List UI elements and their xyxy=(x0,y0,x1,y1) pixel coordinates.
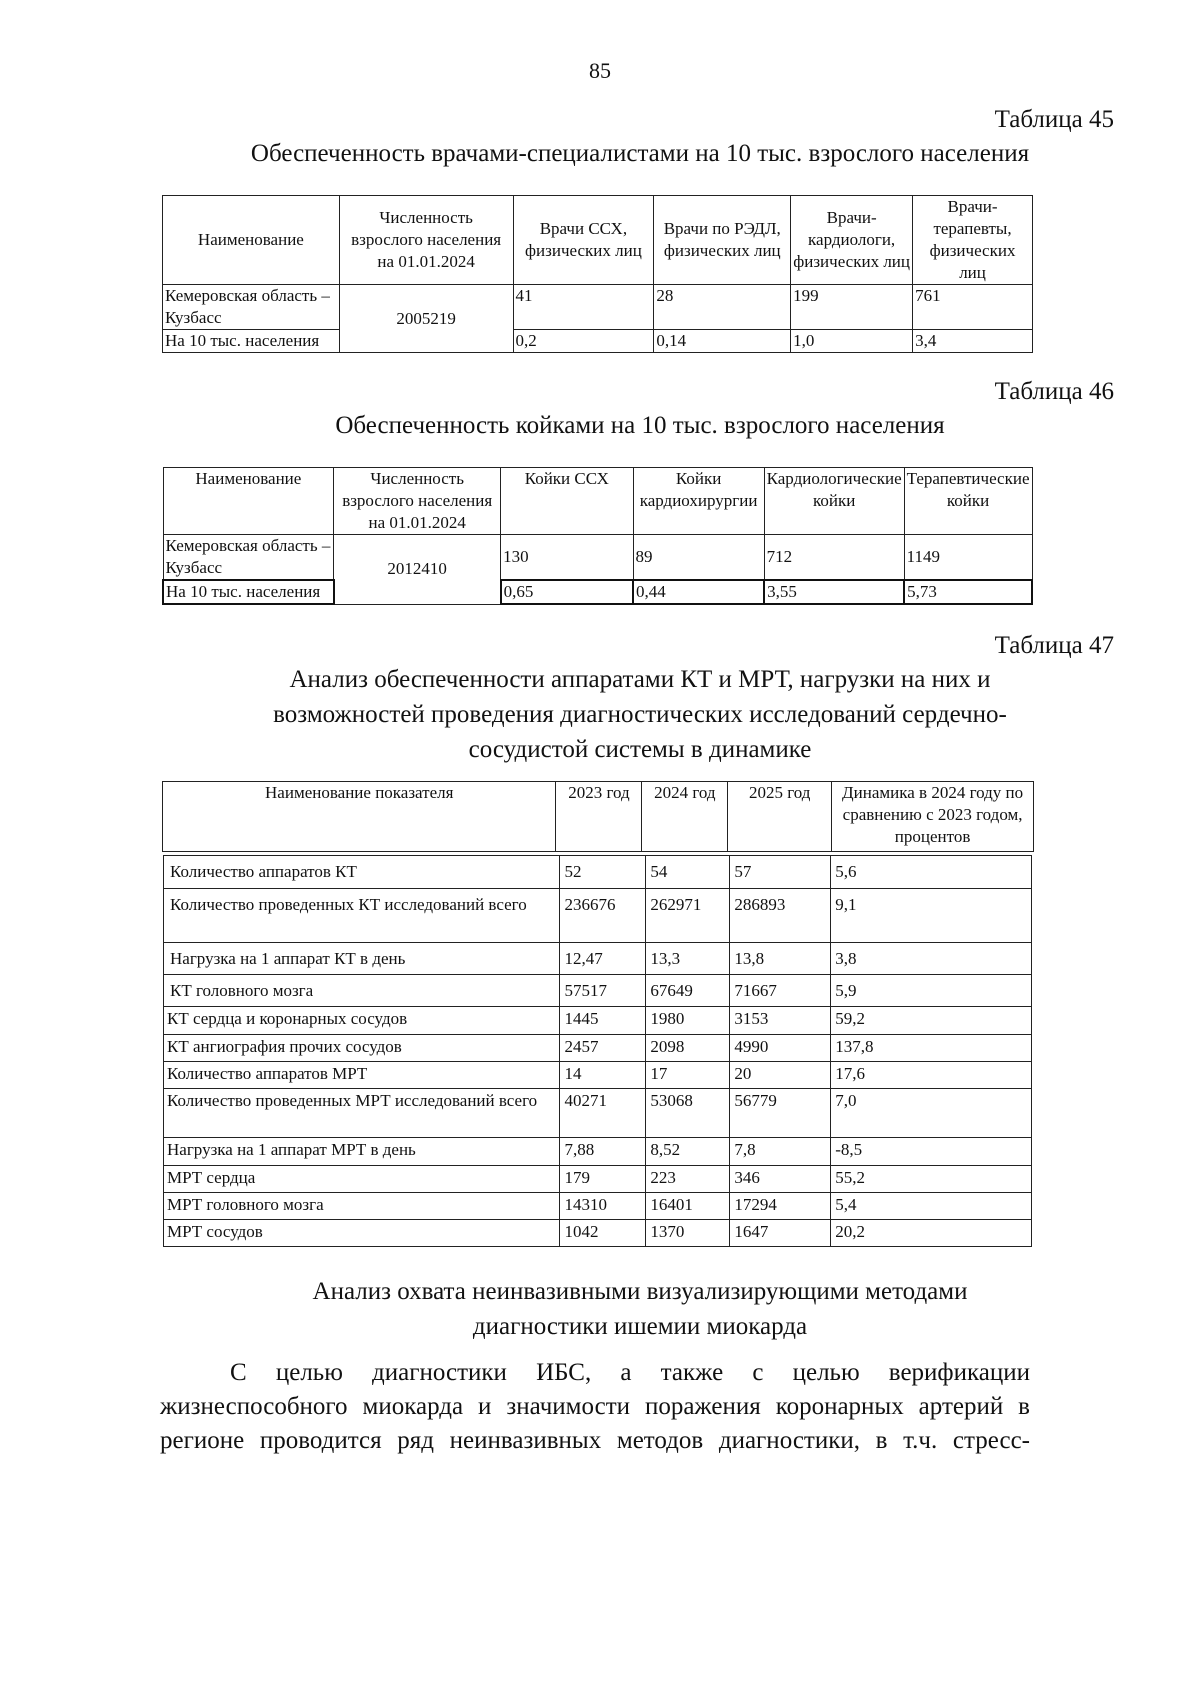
table-47-header xyxy=(162,781,1034,852)
t47-cell-dynamics: 9,1 xyxy=(831,889,1032,943)
t45-row1-redl: 28 xyxy=(654,285,791,330)
t46-row2-cardiosurgery: 0,44 xyxy=(633,580,764,604)
t47-header-2023: 2023 год xyxy=(556,782,642,852)
t47-cell-dynamics: 55,2 xyxy=(831,1166,1032,1193)
t45-row1-therapists: 761 xyxy=(913,285,1033,330)
t47-cell-2024: 17 xyxy=(646,1062,730,1089)
table-row xyxy=(164,1007,1032,1035)
t47-cell-2025: 20 xyxy=(730,1062,831,1089)
t46-header-cardiosurgery-beds: Койки кардиохирургии xyxy=(633,468,764,535)
t47-header-2024: 2024 год xyxy=(642,782,728,852)
t47-cell-indicator: Количество проведенных КТ исследований всего xyxy=(164,889,560,943)
table-row xyxy=(163,580,1032,604)
t47-cell-2023: 1042 xyxy=(560,1220,646,1247)
t46-row2-ssh: 0,65 xyxy=(501,580,633,604)
t45-header-redl: Врачи по РЭДЛ, физических лиц xyxy=(654,196,791,285)
paragraph-line-2: жизнеспособного миокарда и значимости поражения коронарных артерий в xyxy=(160,1393,1030,1420)
t46-header-therapy-beds: Терапевтические койки xyxy=(904,468,1032,535)
table-row xyxy=(164,1166,1032,1193)
t47-cell-dynamics: -8,5 xyxy=(831,1138,1032,1166)
table-47-title-line-3: сосудистой системы в динамике xyxy=(468,736,812,763)
t45-header-name: Наименование xyxy=(163,196,340,285)
table-46 xyxy=(162,467,1033,605)
t46-row1-name: Кемеровская область – Кузбасс xyxy=(163,535,334,581)
t47-cell-2024: 67649 xyxy=(646,975,730,1007)
t46-row2-name: На 10 тыс. населения xyxy=(163,580,334,604)
t46-row1-cardiology: 712 xyxy=(764,535,904,581)
section-heading-line-1: Анализ охвата неинвазивными визуализирующими методами xyxy=(312,1278,968,1305)
t47-cell-dynamics: 137,8 xyxy=(831,1035,1032,1062)
t47-cell-2025: 17294 xyxy=(730,1193,831,1220)
t47-cell-dynamics: 5,4 xyxy=(831,1193,1032,1220)
t46-population: 2012410 xyxy=(334,535,501,605)
t47-cell-2025: 4990 xyxy=(730,1035,831,1062)
table-46-title: Обеспеченность койками на 10 тыс. взрослого населения xyxy=(335,412,945,439)
table-row xyxy=(163,535,1032,581)
table-row xyxy=(164,1062,1032,1089)
table-row xyxy=(164,1220,1032,1247)
t45-row2-cardiologists: 1,0 xyxy=(791,330,913,353)
t47-cell-indicator: Нагрузка на 1 аппарат КТ в день xyxy=(164,943,560,975)
t46-row1-therapy: 1149 xyxy=(904,535,1032,581)
table-46-label: Таблица 46 xyxy=(994,378,1114,405)
t47-cell-indicator: МРТ сосудов xyxy=(164,1220,560,1247)
t47-cell-indicator: МРТ головного мозга xyxy=(164,1193,560,1220)
t47-cell-2024: 262971 xyxy=(646,889,730,943)
t47-cell-2024: 16401 xyxy=(646,1193,730,1220)
paragraph-line-3: регионе проводится ряд неинвазивных методов диагностики, в т.ч. стресс- xyxy=(160,1427,1030,1454)
table-row xyxy=(164,1035,1032,1062)
t47-cell-2025: 56779 xyxy=(730,1089,831,1138)
section-heading-line-2: диагностики ишемии миокарда xyxy=(472,1313,808,1340)
t46-header-ssh-beds: Койки ССХ xyxy=(501,468,633,535)
table-45-label: Таблица 45 xyxy=(994,106,1114,133)
t46-row1-cardiosurgery: 89 xyxy=(633,535,764,581)
t47-cell-2023: 179 xyxy=(560,1166,646,1193)
paragraph-line-1: С целью диагностики ИБС, а также с целью верификации xyxy=(230,1359,1030,1386)
table-47-label: Таблица 47 xyxy=(994,632,1114,659)
t47-cell-2025: 346 xyxy=(730,1166,831,1193)
table-row xyxy=(164,1089,1032,1138)
t47-cell-2024: 54 xyxy=(646,856,730,889)
t45-row2-name: На 10 тыс. населения xyxy=(163,330,340,353)
t47-cell-indicator: КТ головного мозга xyxy=(164,975,560,1007)
t46-row1-ssh: 130 xyxy=(501,535,633,581)
table-row xyxy=(164,943,1032,975)
t45-row2-therapists: 3,4 xyxy=(913,330,1033,353)
t46-header-name: Наименование xyxy=(163,468,334,535)
table-row xyxy=(164,889,1032,943)
table-row xyxy=(163,330,1033,353)
t45-row1-cardiologists: 199 xyxy=(791,285,913,330)
table-row xyxy=(164,975,1032,1007)
t47-cell-2025: 286893 xyxy=(730,889,831,943)
t47-cell-indicator: КТ ангиография прочих сосудов xyxy=(164,1035,560,1062)
table-45 xyxy=(162,195,1033,353)
page-number: 85 xyxy=(589,58,611,83)
t47-cell-2025: 7,8 xyxy=(730,1138,831,1166)
t47-cell-indicator: Нагрузка на 1 аппарат МРТ в день xyxy=(164,1138,560,1166)
t45-row1-ssh: 41 xyxy=(513,285,654,330)
t45-row2-ssh: 0,2 xyxy=(513,330,654,353)
t47-cell-2023: 14 xyxy=(560,1062,646,1089)
t46-row2-cardiology: 3,55 xyxy=(764,580,904,604)
table-47-body xyxy=(163,855,1032,1247)
t47-cell-2025: 13,8 xyxy=(730,943,831,975)
t47-cell-2024: 1980 xyxy=(646,1007,730,1035)
t47-cell-2025: 71667 xyxy=(730,975,831,1007)
t47-cell-dynamics: 5,6 xyxy=(831,856,1032,889)
t47-cell-2023: 236676 xyxy=(560,889,646,943)
t47-cell-indicator: МРТ сердца xyxy=(164,1166,560,1193)
t47-header-2025: 2025 год xyxy=(728,782,832,852)
t47-cell-2023: 12,47 xyxy=(560,943,646,975)
t47-cell-2023: 40271 xyxy=(560,1089,646,1138)
t47-cell-2023: 52 xyxy=(560,856,646,889)
t47-cell-2024: 1370 xyxy=(646,1220,730,1247)
t45-header-population: Численность взрослого населения на 01.01.2024 xyxy=(339,196,513,285)
table-47-title-line-1: Анализ обеспеченности аппаратами КТ и МРТ, нагрузки на них и xyxy=(289,666,991,693)
t47-cell-indicator: Количество аппаратов МРТ xyxy=(164,1062,560,1089)
t47-cell-dynamics: 3,8 xyxy=(831,943,1032,975)
table-45-title: Обеспеченность врачами-специалистами на 10 тыс. взрослого населения xyxy=(250,140,1030,167)
t47-header-dynamics: Динамика в 2024 году по сравнению с 2023 годом, процентов xyxy=(832,782,1034,852)
section-heading xyxy=(160,1274,1120,1344)
t47-cell-dynamics: 5,9 xyxy=(831,975,1032,1007)
t45-row1-name: Кемеровская область – Кузбасс xyxy=(163,285,340,330)
t47-cell-2025: 3153 xyxy=(730,1007,831,1035)
t46-header-population: Численность взрослого населения на 01.01.2024 xyxy=(334,468,501,535)
t47-cell-2023: 14310 xyxy=(560,1193,646,1220)
t47-cell-2024: 53068 xyxy=(646,1089,730,1138)
t45-header-cardiologists: Врачи-кардиологи, физических лиц xyxy=(791,196,913,285)
t45-row2-redl: 0,14 xyxy=(654,330,791,353)
t47-cell-2023: 57517 xyxy=(560,975,646,1007)
table-row xyxy=(164,1193,1032,1220)
t47-cell-2025: 1647 xyxy=(730,1220,831,1247)
body-paragraph xyxy=(160,1356,1030,1458)
t47-cell-2024: 223 xyxy=(646,1166,730,1193)
t47-cell-indicator: Количество аппаратов КТ xyxy=(164,856,560,889)
t47-cell-2023: 1445 xyxy=(560,1007,646,1035)
table-row xyxy=(163,285,1033,330)
t45-header-therapists: Врачи-терапевты, физических лиц xyxy=(913,196,1033,285)
t47-cell-2023: 2457 xyxy=(560,1035,646,1062)
t46-header-cardiology-beds: Кардиологические койки xyxy=(764,468,904,535)
t45-header-ssh: Врачи ССХ, физических лиц xyxy=(513,196,654,285)
t47-cell-dynamics: 59,2 xyxy=(831,1007,1032,1035)
t47-cell-2025: 57 xyxy=(730,856,831,889)
t47-cell-indicator: Количество проведенных МРТ исследований всего xyxy=(164,1089,560,1138)
t46-row2-therapy: 5,73 xyxy=(904,580,1032,604)
t47-header-indicator: Наименование показателя xyxy=(163,782,556,852)
t45-population: 2005219 xyxy=(339,285,513,353)
table-row xyxy=(164,856,1032,889)
t47-cell-2023: 7,88 xyxy=(560,1138,646,1166)
t47-cell-dynamics: 7,0 xyxy=(831,1089,1032,1138)
table-47-title xyxy=(160,662,1120,767)
t47-cell-2024: 2098 xyxy=(646,1035,730,1062)
t47-cell-dynamics: 17,6 xyxy=(831,1062,1032,1089)
t47-cell-2024: 13,3 xyxy=(646,943,730,975)
t47-cell-dynamics: 20,2 xyxy=(831,1220,1032,1247)
t47-cell-indicator: КТ сердца и коронарных сосудов xyxy=(164,1007,560,1035)
table-47-title-line-2: возможностей проведения диагностических исследований сердечно- xyxy=(273,701,1007,728)
table-row xyxy=(164,1138,1032,1166)
t47-cell-2024: 8,52 xyxy=(646,1138,730,1166)
